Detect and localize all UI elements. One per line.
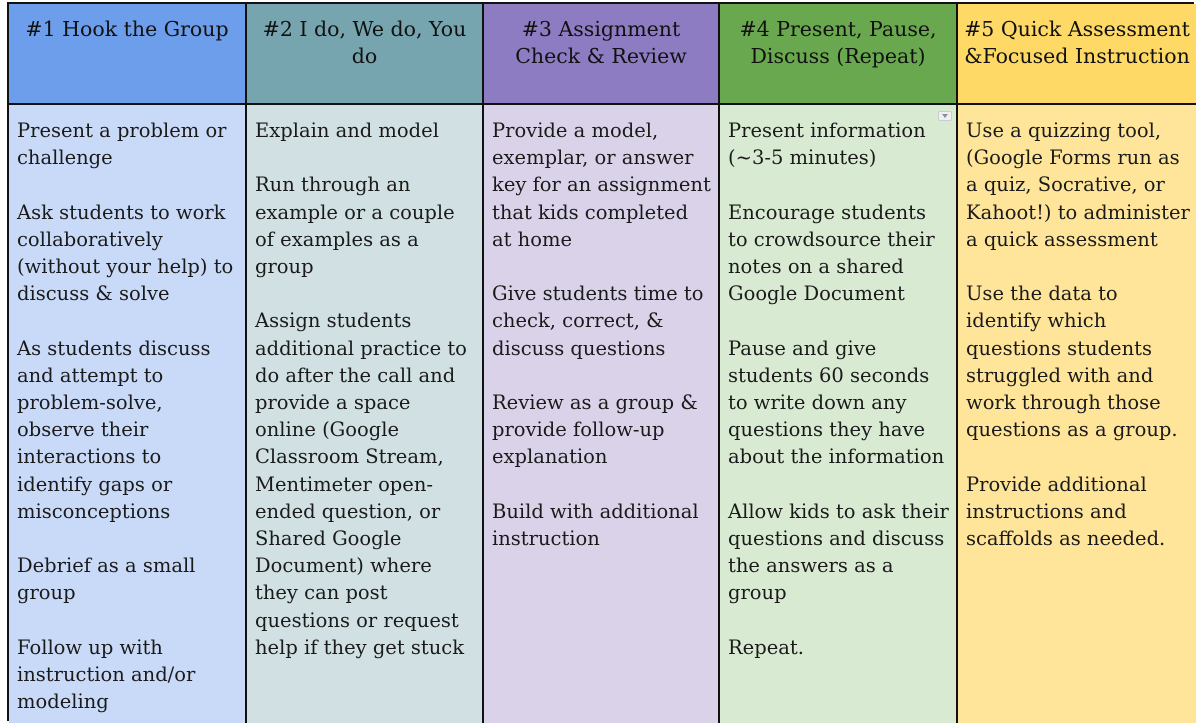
- column-item: Ask students to work collaboratively (without your help) to discuss & solve: [17, 200, 234, 306]
- column-item: Give students time to check, correct, & discuss questions: [492, 282, 704, 360]
- column-item: Allow kids to ask their questions and discuss the answers as a group: [728, 499, 949, 605]
- column-item: Review as a group & provide follow-up explanation: [492, 391, 698, 469]
- column-item: Explain and model: [255, 119, 439, 142]
- column-body-hook-the-group: [9, 105, 247, 723]
- column-header-hook-the-group: [9, 4, 247, 105]
- column-header-label: #4 Present, Pause, Discuss (Repeat): [739, 17, 937, 68]
- column-header-quick-assessment: [958, 4, 1196, 105]
- column-header-label: #1 Hook the Group: [25, 17, 229, 41]
- column-item: Provide additional instructions and scaffolds as needed.: [966, 472, 1166, 551]
- column-header-label: #3 Assignment Check & Review: [515, 17, 687, 68]
- column-item: As students discuss and attempt to problem-solve, observe their interactions to identify gaps or misconceptions: [17, 336, 211, 523]
- cell-dropdown-icon[interactable]: [938, 111, 952, 121]
- column-header-assignment-check-review: [484, 4, 720, 105]
- column-header-present-pause-discuss: [720, 4, 958, 105]
- column-item: Debrief as a small group: [17, 554, 196, 605]
- column-body-quick-assessment: [958, 105, 1196, 723]
- column-item: Assign students additional practice to do after the call and provide a space online (Google Classroom Stream, Mentimeter open-ended question, or Shared Google Document) where they can post questions or request help if they get stuck: [255, 309, 467, 659]
- strategy-table: [7, 2, 1194, 721]
- column-item: Provide a model, exemplar, or answer key for an assignment that kids completed at home: [492, 119, 711, 251]
- column-item: Follow up with instruction and/or modeling: [17, 635, 196, 714]
- column-item: Build with additional instruction: [492, 499, 699, 550]
- column-item: Encourage students to crowdsource their notes on a shared Google Document: [728, 200, 935, 306]
- column-item: Run through an example or a couple of examples as a group: [255, 173, 455, 278]
- column-header-label: #2 I do, We do, You do: [262, 17, 467, 68]
- column-header-label: #5 Quick Assessment &Focused Instruction: [964, 17, 1190, 68]
- column-body-i-do-we-do-you-do: [247, 105, 484, 723]
- column-body-present-pause-discuss: [720, 105, 958, 723]
- column-item: Use a quizzing tool, (Google Forms run as a quiz, Socrative, or Kahoot!) to administer a quick assessment: [966, 119, 1190, 251]
- column-item: Present information (~3-5 minutes): [728, 119, 926, 170]
- column-item: Repeat.: [728, 635, 804, 659]
- column-item: Use the data to identify which questions students struggled with and work through those questions as a group.: [966, 282, 1178, 442]
- column-item: Pause and give students 60 seconds to write down any questions they have about the information: [728, 336, 945, 469]
- column-body-assignment-check-review: [484, 105, 720, 723]
- column-item: Present a problem or challenge: [17, 119, 227, 170]
- column-header-i-do-we-do-you-do: [247, 4, 484, 105]
